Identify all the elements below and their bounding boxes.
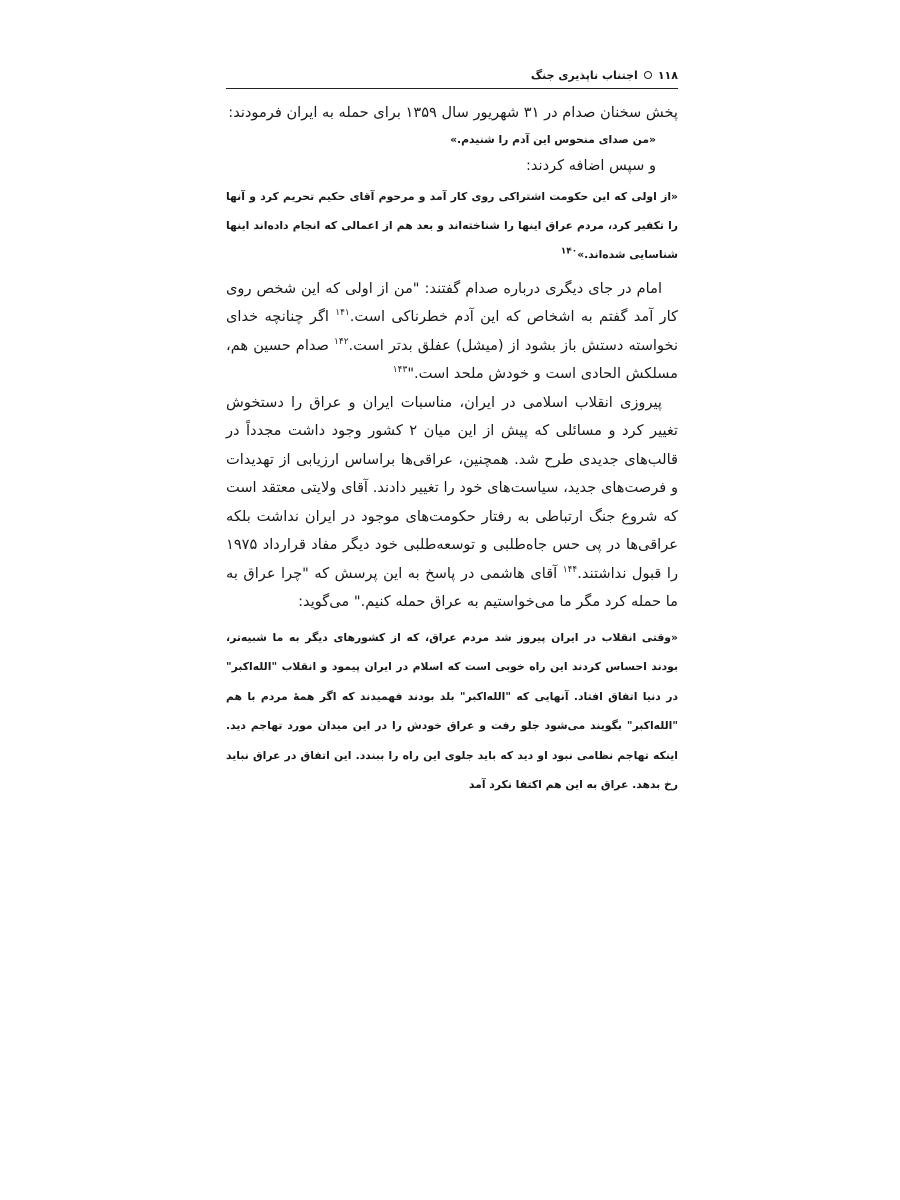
book-page xyxy=(226,64,678,806)
paragraph-revolution xyxy=(226,389,678,617)
page-number: ۱۱۸ xyxy=(657,68,678,82)
running-title: اجتناب ناپذیری جنگ xyxy=(530,68,638,82)
footnote-ref-140: ۱۴۰ xyxy=(560,245,578,256)
quote-2 xyxy=(226,182,678,269)
footnote-ref-141: ۱۴۱ xyxy=(335,308,350,319)
paragraph-imam-text-1: امام در جای دیگری درباره صدام گفتند: "من از اولی که این شخص روی کار آمد گفتم به اشخاص که این آدم خطرناکی است. xyxy=(226,279,678,325)
separator-circle-icon xyxy=(644,71,652,79)
paragraph-imam-text-2: اگر چنانچه خدای نخواسته دستش باز بشود از (میشل) عفلق بدتر است. xyxy=(226,308,679,354)
paragraph-imam xyxy=(226,275,678,389)
paragraph-revolution-text-2: آقای هاشمی در پاسخ به این پرسش که "چرا عراق به ما حمله کرد مگر ما می‌خواستیم به عراق حمله کنیم." می‌گوید: xyxy=(226,564,678,610)
paragraph-revolution-text-1: پیروزی انقلاب اسلامی در ایران، مناسبات ایران و عراق را دستخوش تغییر کرد و مسائلی که پیش از این میان ۲ کشور وجود داشت مجدداً در قالب‌های جدیدی طرح شد. همچنین، عراقی‌ها براساس ارزیابی از تهدیدات و فرصت‌های جدید، سیاست‌های خود را تغییر دادند. آقای ولایتی معتقد است که شروع جنگ ارتباطی به رفتار حکومت‌های موجود در ایران نداشت بلکه عراقی‌ها در پی حس جاه‌طلبی و توسعه‌طلبی خود دیگر مفاد قرارداد ۱۹۷۵ را قبول نداشتند. xyxy=(226,393,678,582)
paragraph-imam-text-3: صدام حسین هم، مسلکش الحادی است و خودش ملحد است." xyxy=(226,336,678,382)
running-head xyxy=(226,64,678,89)
lead-in-text: و سپس اضافه کردند: xyxy=(525,156,656,174)
quote-3: «وقتی انقلاب در ایران پیروز شد مردم عراق، که از کشورهای دیگر به ما شبیه‌تر، بودند احساس کردند این راه خوبی است که اسلام در ایران پیمود و انقلاب "الله‌اکبر" در دنیا اتفاق افتاد. آنهایی که "الله‌اکبر" بلد بودند فهمیدند که اگر همهٔ مردم با هم "الله‌اکبر" بگویند می‌شود جلو رفت و عراق خودش را در این میدان مورد تهاجم دید. اینکه تهاجم نظامی نبود او دید که باید جلوی این راه را ببندد. این اتفاق در عراق نباید رخ بدهد. عراق به این هم اکتفا نکرد آمد xyxy=(226,630,678,791)
intro-paragraph: پخش سخنان صدام در ۳۱ شهریور سال ۱۳۵۹ برای حمله به ایران فرمودند: xyxy=(228,104,678,121)
footnote-ref-144: ۱۴۴ xyxy=(562,564,578,575)
quote-2-text: «از اولی که این حکومت اشتراکی روی کار آمد و مرحوم آقای حکیم تحریم کرد و آنها را تکفیر کرد، مردم عراق اینها را شناخته‌اند و بعد هم از اعمالی که انجام داده‌اند اینها شناسایی شده‌اند.» xyxy=(226,189,678,261)
footnote-ref-142: ۱۴۲ xyxy=(334,336,349,347)
footnote-ref-143: ۱۴۳ xyxy=(392,365,408,376)
quote-1: «من صدای منحوس این آدم را شنیدم.» xyxy=(450,132,656,146)
